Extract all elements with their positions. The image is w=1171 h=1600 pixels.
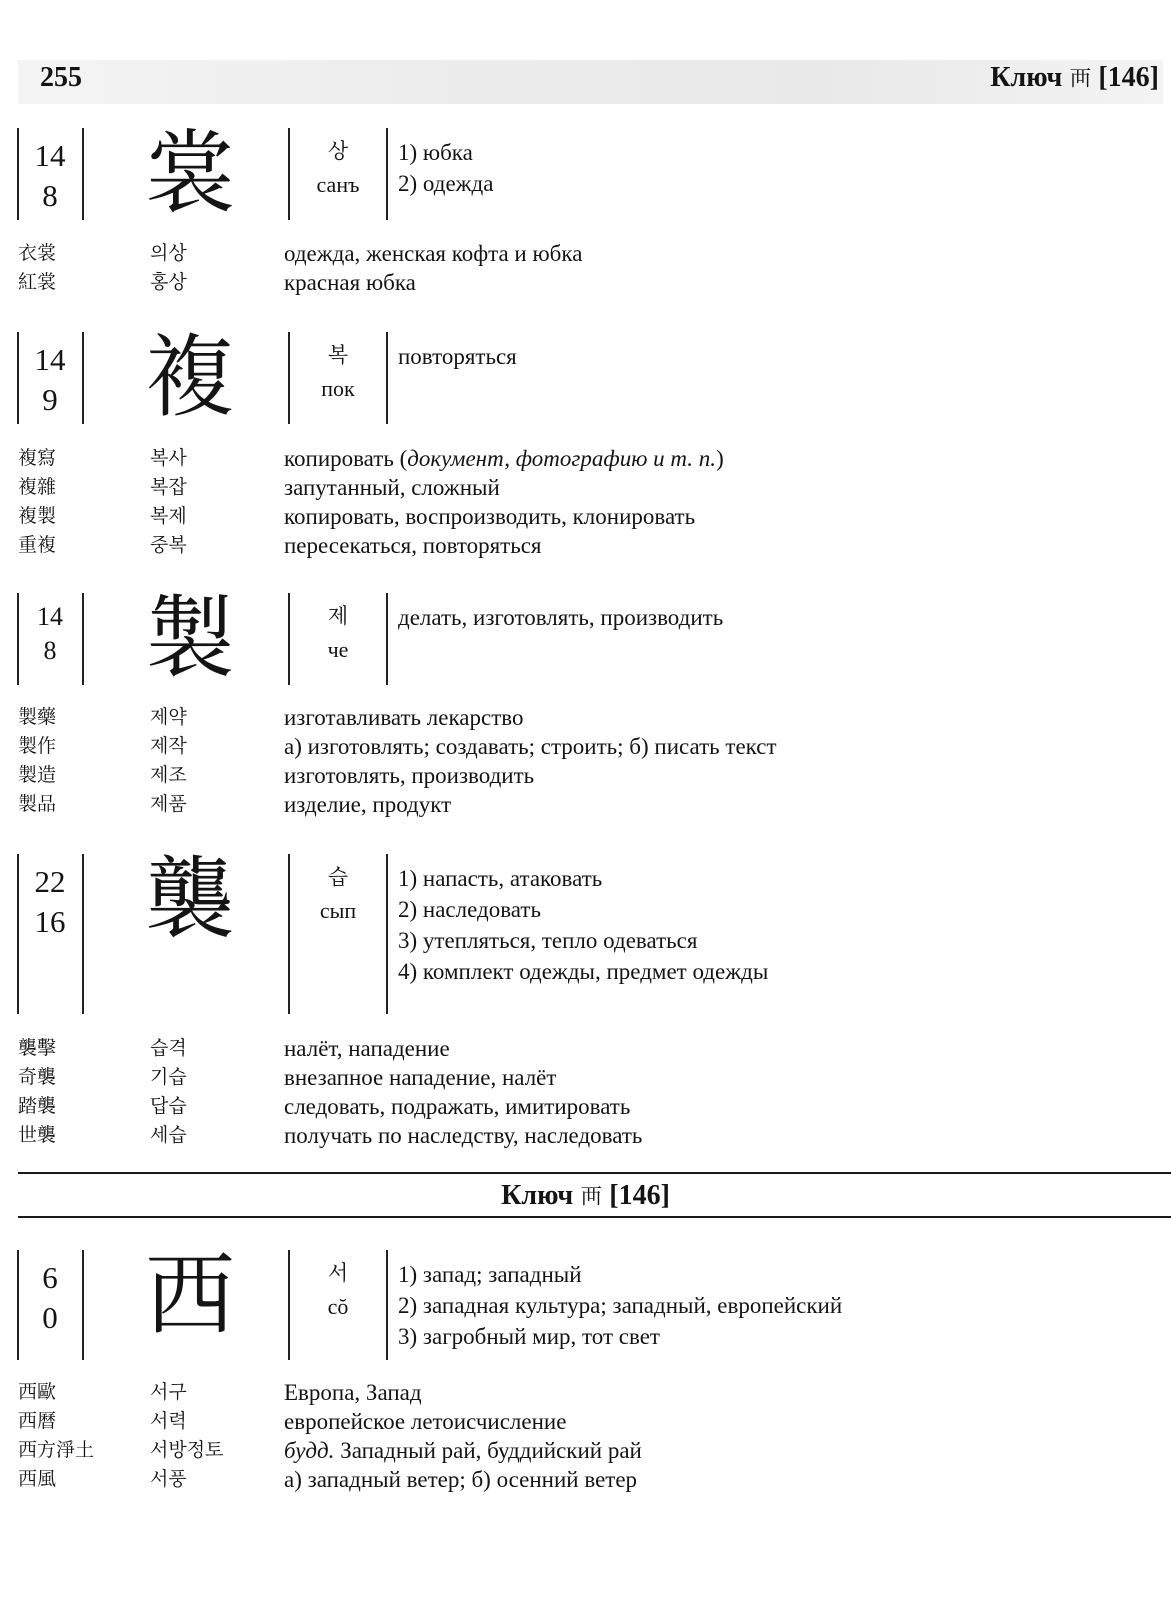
character-entry	[0, 1243, 1171, 1360]
compound-translation	[284, 1436, 642, 1465]
compound-hangul: 습격	[150, 1037, 187, 1059]
compound-list	[0, 1034, 1171, 1150]
compound-hangul: 서구	[150, 1381, 187, 1403]
compound-hangul: 중복	[150, 534, 187, 556]
translation-italic: будд.	[284, 1438, 335, 1463]
compound-hangul: 복제	[150, 505, 187, 527]
stroke-count-total: 14	[34, 138, 66, 173]
compound-row	[0, 268, 1171, 297]
compound-hangul: 답습	[150, 1095, 187, 1117]
translation-tail: )	[716, 446, 724, 471]
compound-row	[0, 473, 1171, 502]
compound-hanja: 複寫	[18, 447, 57, 469]
stroke-count-extra: 9	[42, 382, 58, 417]
character-entry	[0, 121, 1171, 226]
compound-hangul: 세습	[150, 1124, 187, 1146]
russian-transcription: пок	[321, 376, 355, 401]
compound-hanja: 衣裳	[18, 242, 57, 264]
compound-hanja: 西歐	[18, 1381, 57, 1403]
stroke-count-extra: 16	[34, 904, 66, 939]
compound-hanja: 紅裳	[18, 271, 57, 293]
compound-translation: красная юбка	[284, 270, 416, 295]
russian-transcription: сŏ	[327, 1294, 349, 1319]
compound-hanja: 複雜	[18, 476, 57, 498]
meanings	[398, 341, 1158, 372]
compound-translation: а) западный ветер; б) осенний ветер	[284, 1467, 638, 1492]
hangul-reading: 제	[327, 604, 349, 628]
compound-row	[0, 703, 1171, 732]
compound-hangul: 제조	[150, 764, 187, 786]
stroke-count-extra: 8	[42, 178, 58, 213]
compound-translation: одежда, женская кофта и юбка	[284, 241, 583, 266]
compound-translation: налёт, нападение	[284, 1036, 450, 1061]
compound-row	[0, 1063, 1171, 1092]
meaning-item: повторяться	[398, 344, 517, 369]
hanja-character: 製	[145, 586, 235, 691]
hangul-reading: 서	[327, 1261, 349, 1285]
compound-hangul: 서력	[150, 1410, 187, 1432]
compound-row	[0, 761, 1171, 790]
translation-text: копировать (	[284, 446, 408, 471]
hangul-reading: 습	[327, 865, 349, 889]
compound-list	[0, 444, 1171, 560]
compound-hangul: 홍상	[150, 271, 187, 293]
compound-hangul: 복사	[150, 447, 187, 469]
compound-translation: изготавливать лекарство	[284, 705, 524, 730]
russian-transcription: сып	[319, 898, 357, 923]
compound-translation: Европа, Запад	[284, 1380, 422, 1405]
meaning-item: 2) наследовать	[398, 897, 541, 922]
character-entry	[0, 325, 1171, 430]
compound-hangul: 제약	[150, 706, 187, 728]
meaning-item: 1) юбка	[398, 140, 473, 165]
hanja-character: 襲	[145, 847, 235, 952]
meaning-item: 3) утепляться, тепло одеваться	[398, 928, 698, 953]
compound-hanja: 製造	[18, 764, 57, 786]
meaning-item: 2) одежда	[398, 171, 494, 196]
section-heading	[0, 1180, 1171, 1212]
compound-hanja: 製品	[18, 793, 57, 815]
compound-row	[0, 1378, 1171, 1407]
russian-transcription: санъ	[316, 172, 360, 197]
meaning-item: 1) запад; западный	[398, 1262, 582, 1287]
section-heading-radical: 襾	[580, 1184, 603, 1209]
compound-hangul: 제품	[150, 793, 187, 815]
compound-row	[0, 1092, 1171, 1121]
stroke-count-total: 22	[34, 864, 66, 899]
compound-hangul: 기습	[150, 1066, 187, 1088]
compound-hanja: 複製	[18, 505, 57, 527]
hanja-character: 西	[145, 1243, 235, 1348]
character-entry	[0, 586, 1171, 691]
compound-hangul: 의상	[150, 242, 187, 264]
stroke-count-total: 14	[37, 602, 63, 631]
compound-translation: а) изготовлять; создавать; строить; б) писать текст	[284, 734, 777, 759]
meaning-item: 4) комплект одежды, предмет одежды	[398, 959, 769, 984]
meaning-item: делать, изготовлять, производить	[398, 605, 724, 630]
hanja-character: 複	[145, 325, 235, 430]
compound-row	[0, 1121, 1171, 1150]
compound-row	[0, 1034, 1171, 1063]
compound-row	[0, 1465, 1171, 1494]
section-rule-top	[18, 1172, 1171, 1174]
running-head-number: [146]	[1098, 62, 1159, 93]
compound-hangul: 서방정토	[150, 1439, 224, 1461]
compound-translation: пересекаться, повторяться	[284, 533, 542, 558]
translation-text: Западный рай, буддийский рай	[334, 1438, 642, 1463]
meaning-item: 2) западная культура; западный, европейский	[398, 1293, 843, 1318]
compound-translation: европейское летоисчисление	[284, 1409, 567, 1434]
section-rule-bottom	[18, 1216, 1171, 1218]
compound-list	[0, 1378, 1171, 1494]
compound-list	[0, 239, 1171, 297]
compound-translation: изделие, продукт	[284, 792, 452, 817]
compound-translation: получать по наследству, наследовать	[284, 1123, 643, 1148]
compound-translation: копировать, воспроизводить, клонировать	[284, 504, 696, 529]
compound-row	[0, 790, 1171, 819]
compound-row	[0, 502, 1171, 531]
compound-hanja: 踏襲	[18, 1095, 57, 1117]
compound-hangul: 복잡	[150, 476, 187, 498]
meaning-item: 3) загробный мир, тот свет	[398, 1324, 660, 1349]
compound-hanja: 襲擊	[18, 1037, 57, 1059]
compound-hangul: 서풍	[150, 1468, 187, 1490]
compound-row	[0, 1407, 1171, 1436]
stroke-count-total: 14	[34, 342, 66, 377]
compound-hanja: 西風	[18, 1468, 57, 1490]
compound-hanja: 西曆	[18, 1410, 57, 1432]
compound-hanja: 重複	[18, 534, 57, 556]
character-entry	[0, 847, 1171, 1014]
stroke-count-extra: 0	[42, 1300, 58, 1335]
page-number: 255	[40, 62, 82, 93]
compound-row	[0, 1436, 1171, 1465]
compound-row	[0, 444, 1171, 473]
meanings	[398, 602, 1158, 633]
compound-row	[0, 239, 1171, 268]
hanja-character: 裳	[145, 121, 235, 226]
meanings	[398, 137, 1158, 199]
compound-row	[0, 531, 1171, 560]
running-head-radical: 襾	[1069, 66, 1092, 91]
compound-row	[0, 732, 1171, 761]
section-heading-label: Ключ	[501, 1180, 574, 1211]
compound-hanja: 奇襲	[18, 1066, 57, 1088]
running-head-label: Ключ	[990, 62, 1063, 93]
stroke-count-total: 6	[42, 1260, 58, 1295]
compound-translation: изготовлять, производить	[284, 763, 535, 788]
translation-italic: документ, фотографию и т. п.	[407, 446, 717, 471]
compound-translation: запутанный, сложный	[284, 475, 500, 500]
russian-transcription: че	[327, 637, 349, 662]
compound-translation: следовать, подражать, имитировать	[284, 1094, 631, 1119]
compound-translation: внезапное нападение, налёт	[284, 1065, 557, 1090]
running-head	[990, 62, 1159, 94]
hangul-reading: 복	[327, 343, 349, 367]
stroke-count-extra: 8	[43, 636, 57, 665]
compound-translation	[284, 444, 724, 473]
meaning-item: 1) напасть, атаковать	[398, 866, 603, 891]
compound-hanja: 西方淨土	[18, 1439, 95, 1461]
meanings	[398, 1259, 1158, 1352]
compound-hangul: 제작	[150, 735, 187, 757]
compound-hanja: 製藥	[18, 706, 57, 728]
section-heading-number: [146]	[609, 1180, 670, 1211]
hangul-reading: 상	[327, 139, 349, 163]
meanings	[398, 863, 1158, 987]
compound-hanja: 製作	[18, 735, 57, 757]
compound-hanja: 世襲	[18, 1124, 57, 1146]
compound-list	[0, 703, 1171, 819]
